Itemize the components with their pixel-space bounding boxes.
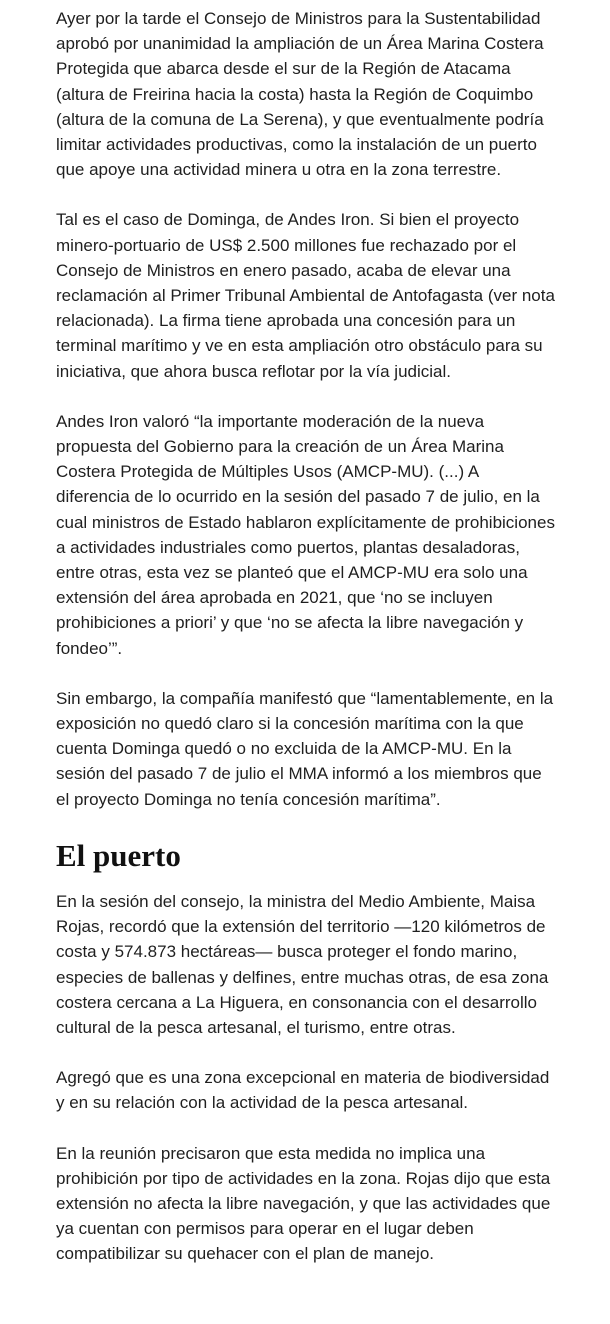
article-paragraph: Sin embargo, la compañía manifestó que “lamentablemente, en la exposición no quedó claro si la concesión marítima con la que cuenta Dominga quedó o no excluida de la AMCP-MU. En la sesión del pasado 7 de julio el MMA informó a los miembros que el proyecto Dominga no tenía concesión marítima”. [56,688,554,809]
article-paragraph: En la sesión del consejo, la ministra del Medio Ambiente, Maisa Rojas, recordó que la extensión del territorio —120 kilómetros de costa y 574.873 hectáreas— busca proteger el fondo marino, especies de ballenas y delfines, entre muchas otras, de esa zona costera cercana a La Higuera, en consonancia con el desarrollo cultural de la pesca artesanal, el turismo, entre otras. [56,891,549,1037]
section-heading: El puerto [56,837,181,873]
article-paragraph: En la reunión precisaron que esta medida no implica una prohibición por tipo de actividades en la zona. Rojas dijo que esta extensión no afecta la libre navegación, y que las actividades que ya cuentan con permisos para operar en el lugar deben compatibilizar su quehacer con el plan de manejo. [56,1143,551,1264]
article-paragraph: Agregó que es una zona excepcional en materia de biodiversidad y en su relación con la actividad de la pesca artesanal. [56,1068,550,1113]
article-paragraph: Tal es el caso de Dominga, de Andes Iron. Si bien el proyecto minero-portuario de US$ 2.500 millones fue rechazado por el Consejo de Ministros en enero pasado, acaba de elevar una reclamación al Primer Tribunal Ambiental de Antofagasta (ver nota relacionada). La firma tiene aprobada una concesión para un terminal marítimo y ve en esta ampliación otro obstáculo para su iniciativa, que ahora busca reflotar por la vía judicial. [56,210,555,381]
article-paragraph: Ayer por la tarde el Consejo de Ministros para la Sustentabilidad aprobó por unanimidad la ampliación de un Área Marina Costera Protegida que abarca desde el sur de la Región de Atacama (altura de Freirina hacia la costa) hasta la Región de Coquimbo (altura de la comuna de La Serena), y que eventualmente podría limitar actividades productivas, como la instalación de un puerto que apoye una actividad minera u otra en la zona terrestre. [56,9,544,180]
article-paragraph: Andes Iron valoró “la importante moderación de la nueva propuesta del Gobierno para la creación de un Área Marina Costera Protegida de Múltiples Usos (AMCP-MU). (...) A diferencia de lo ocurrido en la sesión del pasado 7 de julio, en la cual ministros de Estado hablaron explícitamente de prohibiciones a actividades industriales como puertos, plantas desaladoras, entre otras, esta vez se planteó que el AMCP-MU era solo una extensión del área aprobada en 2021, que ‘no se incluyen prohibiciones a priori’ y que ‘no se afecta la libre navegación y fondeo’”. [56,411,555,658]
article-body [56,6,556,1292]
